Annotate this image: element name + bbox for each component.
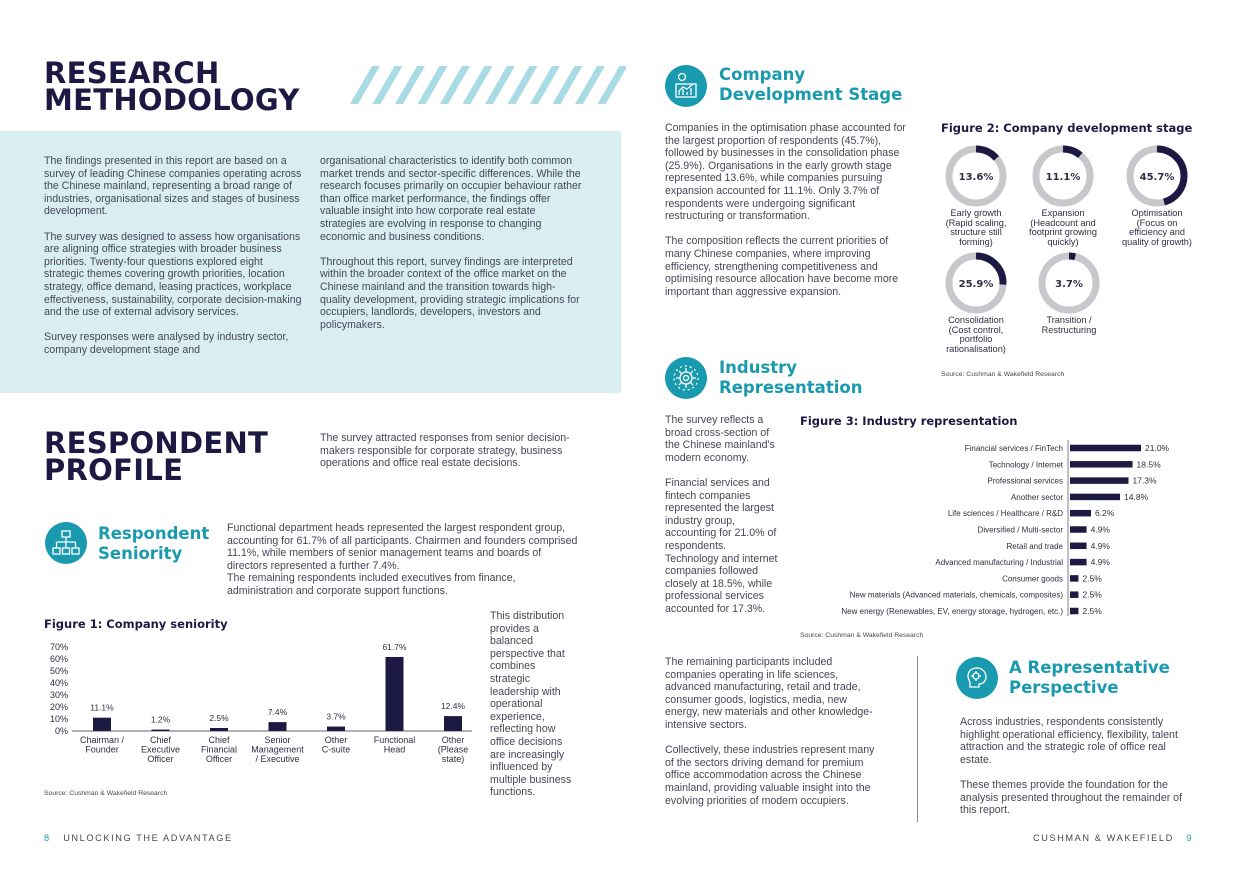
donut-category-label: Early growth (Rapid scaling, structure still forming) xyxy=(945,208,1007,247)
stripe-mark xyxy=(350,66,380,104)
stripe-mark xyxy=(530,66,560,104)
category-label: Diversified / Multi-sector xyxy=(977,525,1063,535)
category-label: Other C-suite xyxy=(321,735,351,755)
category-label: New energy (Renewables, EV, energy storage, hydrogen, etc.) xyxy=(841,607,1063,616)
donut-chart xyxy=(1034,248,1104,318)
donut-category-label: Transition / Restructuring xyxy=(1041,315,1097,335)
stripe-mark xyxy=(575,66,605,104)
footer-left-text: UNLOCKING THE ADVANTAGE xyxy=(63,833,233,843)
stripe-mark xyxy=(440,66,470,104)
remaining-industries-text: The remaining participants included companies operating in life sciences, advanced manufacturing, retail and trade, consumer goods, logistics, media, new energy, new materials and other knowledge-intensive sectors. Collectively, these industries represent many of the sectors driving demand for premium office accommodation across the Chinese mainland, providing valuable insight into the evolving priorities of modern occupiers. xyxy=(665,656,875,807)
bar xyxy=(210,728,228,731)
page-number-left: 8 xyxy=(44,833,51,843)
bar-value-label: 18.5% xyxy=(1136,459,1161,470)
seniority-title: Respondent Seniority xyxy=(98,524,210,563)
category-label: Another sector xyxy=(1010,492,1063,502)
donut-value-label: 13.6% xyxy=(958,172,994,183)
representative-text: Across industries, respondents consistently highlight operational efficiency, flexibility, talent attraction and the strategic role of office real estate. These themes provide the foundation for the analysis presented throughout the remainder of this report. xyxy=(960,716,1183,817)
decorative-stripes xyxy=(346,62,626,106)
representative-title: A Representative Perspective xyxy=(1009,658,1170,697)
bar xyxy=(1070,591,1078,598)
bar-value-label: 4.9% xyxy=(1090,524,1110,535)
donut-chart xyxy=(941,141,1011,211)
bar-value-label: 12.4% xyxy=(440,701,466,712)
bar-value-label: 3.7% xyxy=(326,711,346,722)
stripe-mark xyxy=(463,66,493,104)
page-title: RESEARCH METHODOLOGY xyxy=(44,56,300,117)
figure-1-chart xyxy=(40,636,480,776)
y-tick-label: 10% xyxy=(49,714,68,724)
figure-2-title: Figure 2: Company development stage xyxy=(941,121,1193,135)
category-label: Other (Please state) xyxy=(437,735,469,764)
figure-3-chart xyxy=(795,438,1215,622)
y-tick-label: 20% xyxy=(49,702,68,712)
category-label: Financial services / FinTech xyxy=(964,444,1063,453)
bar-value-label: 7.4% xyxy=(267,707,288,718)
bar-value-label: 4.9% xyxy=(1090,540,1110,551)
stripe-mark xyxy=(598,66,627,104)
category-label: Professional services xyxy=(987,476,1063,486)
category-label: Senior Management / Executive xyxy=(251,735,304,764)
figure-1-sidenote: This distribution provides a balanced perspective that combines strategic leadership with operational experience, reflecting how office decisions are increasingly influenced by multiple business functions. xyxy=(490,610,572,799)
footer-right-text: CUSHMAN & WAKEFIELD xyxy=(1033,833,1174,843)
column-divider xyxy=(917,656,918,822)
stripe-mark xyxy=(485,66,515,104)
category-label: Functional Head xyxy=(373,735,416,755)
stripe-mark xyxy=(395,66,425,104)
footer-right xyxy=(1033,833,1193,843)
bar-value-label: 17.3% xyxy=(1132,475,1157,486)
bar xyxy=(269,722,287,731)
bar-value-label: 2.5% xyxy=(209,713,229,723)
figure-3-source: Source: Cushman & Wakefield Research xyxy=(800,632,924,639)
donut-value-label: 25.9% xyxy=(958,279,994,290)
bar-value-label: 4.9% xyxy=(1090,557,1110,568)
bar xyxy=(1070,543,1087,550)
category-label: Chairman / Founder xyxy=(79,735,125,755)
bar xyxy=(327,727,345,731)
bar-value-label: 2.5% xyxy=(1082,589,1102,600)
stage-title: Company Development Stage xyxy=(719,65,903,104)
bar-value-label: 21.0% xyxy=(1145,443,1170,453)
gear-network-icon xyxy=(665,357,707,399)
y-tick-label: 0% xyxy=(54,726,68,736)
donut-value-label: 3.7% xyxy=(1055,279,1083,290)
page-number-right: 9 xyxy=(1186,833,1194,843)
donut-chart xyxy=(1028,141,1098,211)
intro-column-1: The findings presented in this report are based on a survey of leading Chinese companies operating across the Chinese mainland, representing a broad range of industries, organisational sizes and stages of business development. The survey was designed to assess how organisations are aligning office strategies with broader business priorities. Twenty-four questions explored eight strategic themes covering growth priorities, location strategy, office demand, leasing practices, workplace effectiveness, sustainability, corporate decision-making and the use of external advisory services. Survey responses were analysed by industry sector, company development stage and xyxy=(44,155,302,356)
category-label: Retail and trade xyxy=(1006,541,1063,551)
donut-category-label: Expansion (Headcount and footprint growing quickly) xyxy=(1029,208,1097,247)
y-tick-label: 30% xyxy=(49,690,68,700)
org-chart-icon xyxy=(45,522,87,564)
figure-3-title: Figure 3: Industry representation xyxy=(800,414,1018,428)
donut-chart xyxy=(941,248,1011,318)
y-tick-label: 40% xyxy=(49,678,68,688)
bar xyxy=(1070,608,1078,615)
bar xyxy=(152,730,170,731)
category-label: Advanced manufacturing / Industrial xyxy=(935,558,1063,568)
figure-1-title: Figure 1: Company seniority xyxy=(44,617,228,631)
bar-value-label: 11.1% xyxy=(90,702,114,713)
category-label: Technology / Internet xyxy=(988,460,1063,470)
bar-value-label: 61.7% xyxy=(382,641,407,652)
bar-value-label: 1.2% xyxy=(150,714,171,725)
bar xyxy=(1070,461,1133,468)
donut-value-label: 11.1% xyxy=(1045,172,1081,183)
stripe-mark xyxy=(508,66,538,104)
bar xyxy=(1070,559,1087,566)
growth-chart-icon xyxy=(665,65,707,107)
figure-2-source: Source: Cushman & Wakefield Research xyxy=(941,371,1065,378)
bar xyxy=(1070,494,1120,501)
donut-category-label: Consolidation (Cost control, portfolio rationalisation) xyxy=(946,315,1006,354)
donut-chart xyxy=(1122,141,1192,211)
bar xyxy=(93,718,111,731)
bar-value-label: 14.8% xyxy=(1124,491,1149,502)
respondent-profile-title: RESPONDENT PROFILE xyxy=(44,426,269,487)
stripe-mark xyxy=(418,66,448,104)
brain-chip-icon xyxy=(956,657,998,699)
bar xyxy=(1070,477,1128,484)
respondent-profile-text: The survey attracted responses from senior decision-makers responsible for corporate strategy, business operations and office real estate decisions. xyxy=(320,432,570,470)
bar xyxy=(1070,510,1091,517)
intro-column-2: organisational characteristics to identify both common market trends and sector-specific differences. While the research focuses primarily on occupier behaviour rather than office market performance, the findings offer valuable insight into how corporate real estate strategies are evolving in response to changing economic and business conditions. Throughout this report, survey findings are interpreted within the broader context of the office market on the Chinese mainland and the transition towards high-quality development, providing strategic implications for occupiers, landlords, developers, investors and policymakers. xyxy=(320,155,582,331)
industry-title: Industry Representation xyxy=(719,358,863,397)
seniority-text: Functional department heads represented the largest respondent group, accounting for 61.7% of all participants. Chairmen and founders comprised 11.1%, while members of senior management teams and boards of directors represented a further 7.4%. The remaining respondents included executives from finance, administration and corporate support functions. xyxy=(227,522,578,597)
stripe-mark xyxy=(373,66,403,104)
bar xyxy=(386,657,404,731)
bar-value-label: 2.5% xyxy=(1082,606,1102,616)
category-label: Life sciences / Healthcare / R&D xyxy=(947,509,1063,519)
bar xyxy=(444,716,462,731)
footer-left xyxy=(44,833,233,843)
category-label: Consumer goods xyxy=(1002,574,1063,584)
category-label: Chief Financial Officer xyxy=(200,735,238,764)
stage-text: Companies in the optimisation phase accounted for the largest proportion of respondents (45.7%), followed by businesses in the consolidation phase (25.9%). Organisations in the early growth stage represented 13.6%, while companies pursuing expansion accounted for 11.1%. Only 3.7% of respondents were undergoing significant restructuring or transformation. The composition reflects the current priorities of many Chinese companies, where improving efficiency, strengthening competitiveness and optimising resource allocation have become more important than aggressive expansion. xyxy=(665,122,906,298)
figure-1-source: Source: Cushman & Wakefield Research xyxy=(44,790,168,797)
bar xyxy=(1070,445,1141,452)
donut-category-label: Optimisation (Focus on efficiency and quality of growth) xyxy=(1122,208,1192,247)
category-label: New materials (Advanced materials, chemicals, composites) xyxy=(849,590,1063,600)
y-tick-label: 70% xyxy=(49,642,68,652)
bar-value-label: 2.5% xyxy=(1082,573,1102,584)
industry-text: The survey reflects a broad cross-section of the Chinese mainland's modern economy. Financial services and fintech companies represented the largest industry group, accounting for 21.0% of respondents. Technology and internet companies followed closely at 18.5%, while professional services accounted for 17.3%. xyxy=(665,414,778,615)
y-tick-label: 60% xyxy=(49,654,68,664)
category-label: Chief Executive Officer xyxy=(140,735,181,764)
bar-value-label: 6.2% xyxy=(1094,508,1115,519)
donut-value-label: 45.7% xyxy=(1139,172,1175,183)
bar xyxy=(1070,526,1087,533)
stripe-mark xyxy=(553,66,583,104)
bar xyxy=(1070,575,1078,582)
y-tick-label: 50% xyxy=(49,666,68,676)
